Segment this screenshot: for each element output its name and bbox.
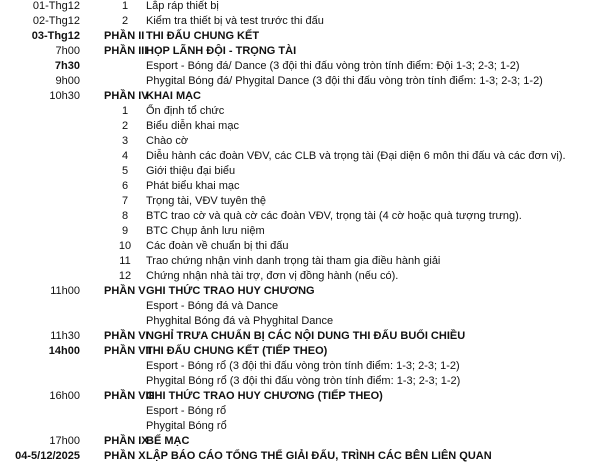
item-number: 9	[121, 225, 129, 237]
section-row	[0, 343, 600, 359]
schedule-row	[0, 238, 600, 254]
item-text: Các đoàn về chuẩn bị thi đấu	[146, 240, 289, 252]
section-title: THI ĐẤU CHUNG KẾT (TIẾP THEO)	[146, 345, 328, 357]
time-cell: 7h30	[54, 60, 80, 72]
item-number: 5	[121, 165, 129, 177]
section-label: PHẦN VIII	[104, 390, 155, 402]
item-text: Ổn định tổ chức	[146, 105, 225, 117]
item-number: 6	[121, 180, 129, 192]
item-number: 4	[121, 150, 129, 162]
section-label: PHẦN VI	[104, 330, 149, 342]
time-cell: 02-Thg12	[32, 15, 80, 27]
schedule-row	[0, 298, 600, 314]
section-row	[0, 388, 600, 404]
section-title: KHAI MẠC	[146, 90, 201, 102]
section-title: BẾ MẠC	[146, 435, 190, 447]
schedule-row	[0, 268, 600, 284]
schedule-row	[0, 253, 600, 269]
section-title: HỌP LÃNH ĐỘI - TRỌNG TÀI	[146, 45, 297, 57]
schedule-row	[0, 223, 600, 239]
section-label: PHẦN X	[104, 450, 146, 462]
time-cell: 03-Thg12	[31, 30, 80, 42]
section-row	[0, 43, 600, 59]
schedule-row	[0, 103, 600, 119]
schedule-row	[0, 163, 600, 179]
section-label: PHẦN III	[104, 45, 148, 57]
time-cell: 11h30	[50, 330, 80, 342]
schedule-row	[0, 418, 600, 434]
section-title: GHI THỨC TRAO HUY CHƯƠNG	[146, 285, 315, 297]
item-text: Phygital Bóng rổ	[146, 420, 227, 432]
section-label: PHẦN V	[104, 285, 146, 297]
item-text: Trao chứng nhận vinh danh trọng tài tham gia điều hành giải	[146, 255, 441, 267]
time-cell: 16h00	[49, 390, 80, 402]
section-label: PHẦN IX	[104, 435, 149, 447]
item-number: 2	[121, 15, 129, 27]
item-text: BTC trao cờ và quà cờ các đoàn VĐV, trọng tài (4 cờ hoặc quà tượng trưng).	[146, 210, 522, 222]
time-cell: 14h00	[48, 345, 80, 357]
item-text: Lắp ráp thiết bị	[146, 0, 219, 12]
item-text: Kiểm tra thiết bị và test trước thi đấu	[146, 15, 324, 27]
item-number: 1	[121, 105, 129, 117]
section-title: GHI THỨC TRAO HUY CHƯƠNG (TIẾP THEO)	[146, 390, 383, 402]
section-row	[0, 433, 600, 449]
schedule-row	[0, 118, 600, 134]
item-number: 11	[119, 255, 131, 267]
section-row	[0, 448, 600, 464]
item-text: Trọng tài, VĐV tuyên thệ	[146, 195, 267, 207]
schedule-row	[0, 313, 600, 329]
item-text: Phygital Bóng rổ (3 đội thi đấu vòng tròn tính điểm: 1-3; 2-3; 1-2)	[146, 375, 461, 387]
section-label: PHẦN VII	[104, 345, 152, 357]
schedule-row	[0, 133, 600, 149]
item-text: Esport - Bóng đá và Dance	[146, 300, 279, 312]
time-cell: 17h00	[49, 435, 80, 447]
schedule-row	[0, 148, 600, 164]
section-row	[0, 88, 600, 104]
time-cell: 04-5/12/2025	[15, 450, 80, 462]
section-title: NGHỈ TRƯA CHUẨN BỊ CÁC NỘI DUNG THI ĐẤU BUỔI CHIỀU	[146, 330, 466, 342]
section-row	[0, 283, 600, 299]
item-text: Esport - Bóng đá/ Dance (3 đội thi đấu vòng tròn tính điểm: Đội 1-3; 2-3; 1-2)	[146, 60, 520, 72]
item-text: Chào cờ	[146, 135, 189, 147]
section-title: THI ĐẤU CHUNG KẾT	[146, 30, 260, 42]
schedule-row	[0, 0, 600, 14]
item-text: Phyghital Bóng đá và Phyghital Dance	[146, 315, 334, 327]
item-number: 10	[118, 240, 132, 252]
schedule-row	[0, 13, 600, 29]
time-cell: 01-Thg12	[32, 0, 80, 12]
item-text: Chứng nhận nhà tài trợ, đơn vị đồng hành (nếu có).	[146, 270, 399, 282]
schedule-row	[0, 358, 600, 374]
item-text: Phygital Bóng đá/ Phygital Dance (3 đội thi đấu vòng tròn tính điểm: 1-3; 2-3; 1-2)	[146, 75, 543, 87]
item-text: Biểu diễn khai mạc	[146, 120, 239, 132]
schedule-row	[0, 403, 600, 419]
item-text: BTC Chụp ảnh lưu niệm	[146, 225, 265, 237]
schedule-row	[0, 193, 600, 209]
item-text: Esport - Bóng rổ (3 đội thi đấu vòng tròn tính điểm: 1-3; 2-3; 1-2)	[146, 360, 460, 372]
item-number: 12	[118, 270, 132, 282]
section-label: PHẦN IV	[104, 90, 149, 102]
section-row	[0, 28, 600, 44]
schedule-row	[0, 58, 600, 74]
time-cell: 11h00	[50, 285, 80, 297]
item-number: 7	[121, 195, 129, 207]
section-title: LẬP BÁO CÁO TỔNG THỂ GIẢI ĐẤU, TRÌNH CÁC BÊN LIÊN QUAN	[146, 450, 492, 462]
schedule-row	[0, 73, 600, 89]
schedule-row	[0, 208, 600, 224]
time-cell: 7h00	[55, 45, 80, 57]
item-text: Phát biểu khai mạc	[146, 180, 240, 192]
schedule-row	[0, 373, 600, 389]
schedule-row	[0, 178, 600, 194]
item-number: 1	[121, 0, 129, 12]
item-number: 2	[121, 120, 129, 132]
item-text: Diễu hành các đoàn VĐV, các CLB và trọng tài (Đại diện 6 môn thi đấu và các đơn vị).	[146, 150, 566, 162]
item-number: 8	[121, 210, 129, 222]
time-cell: 9h00	[55, 75, 80, 87]
item-text: Esport - Bóng rổ	[146, 405, 227, 417]
section-row	[0, 328, 600, 344]
item-number: 3	[121, 135, 129, 147]
item-text: Giới thiệu đại biểu	[146, 165, 236, 177]
time-cell: 10h30	[49, 90, 80, 102]
section-label: PHẦN II	[104, 30, 145, 42]
